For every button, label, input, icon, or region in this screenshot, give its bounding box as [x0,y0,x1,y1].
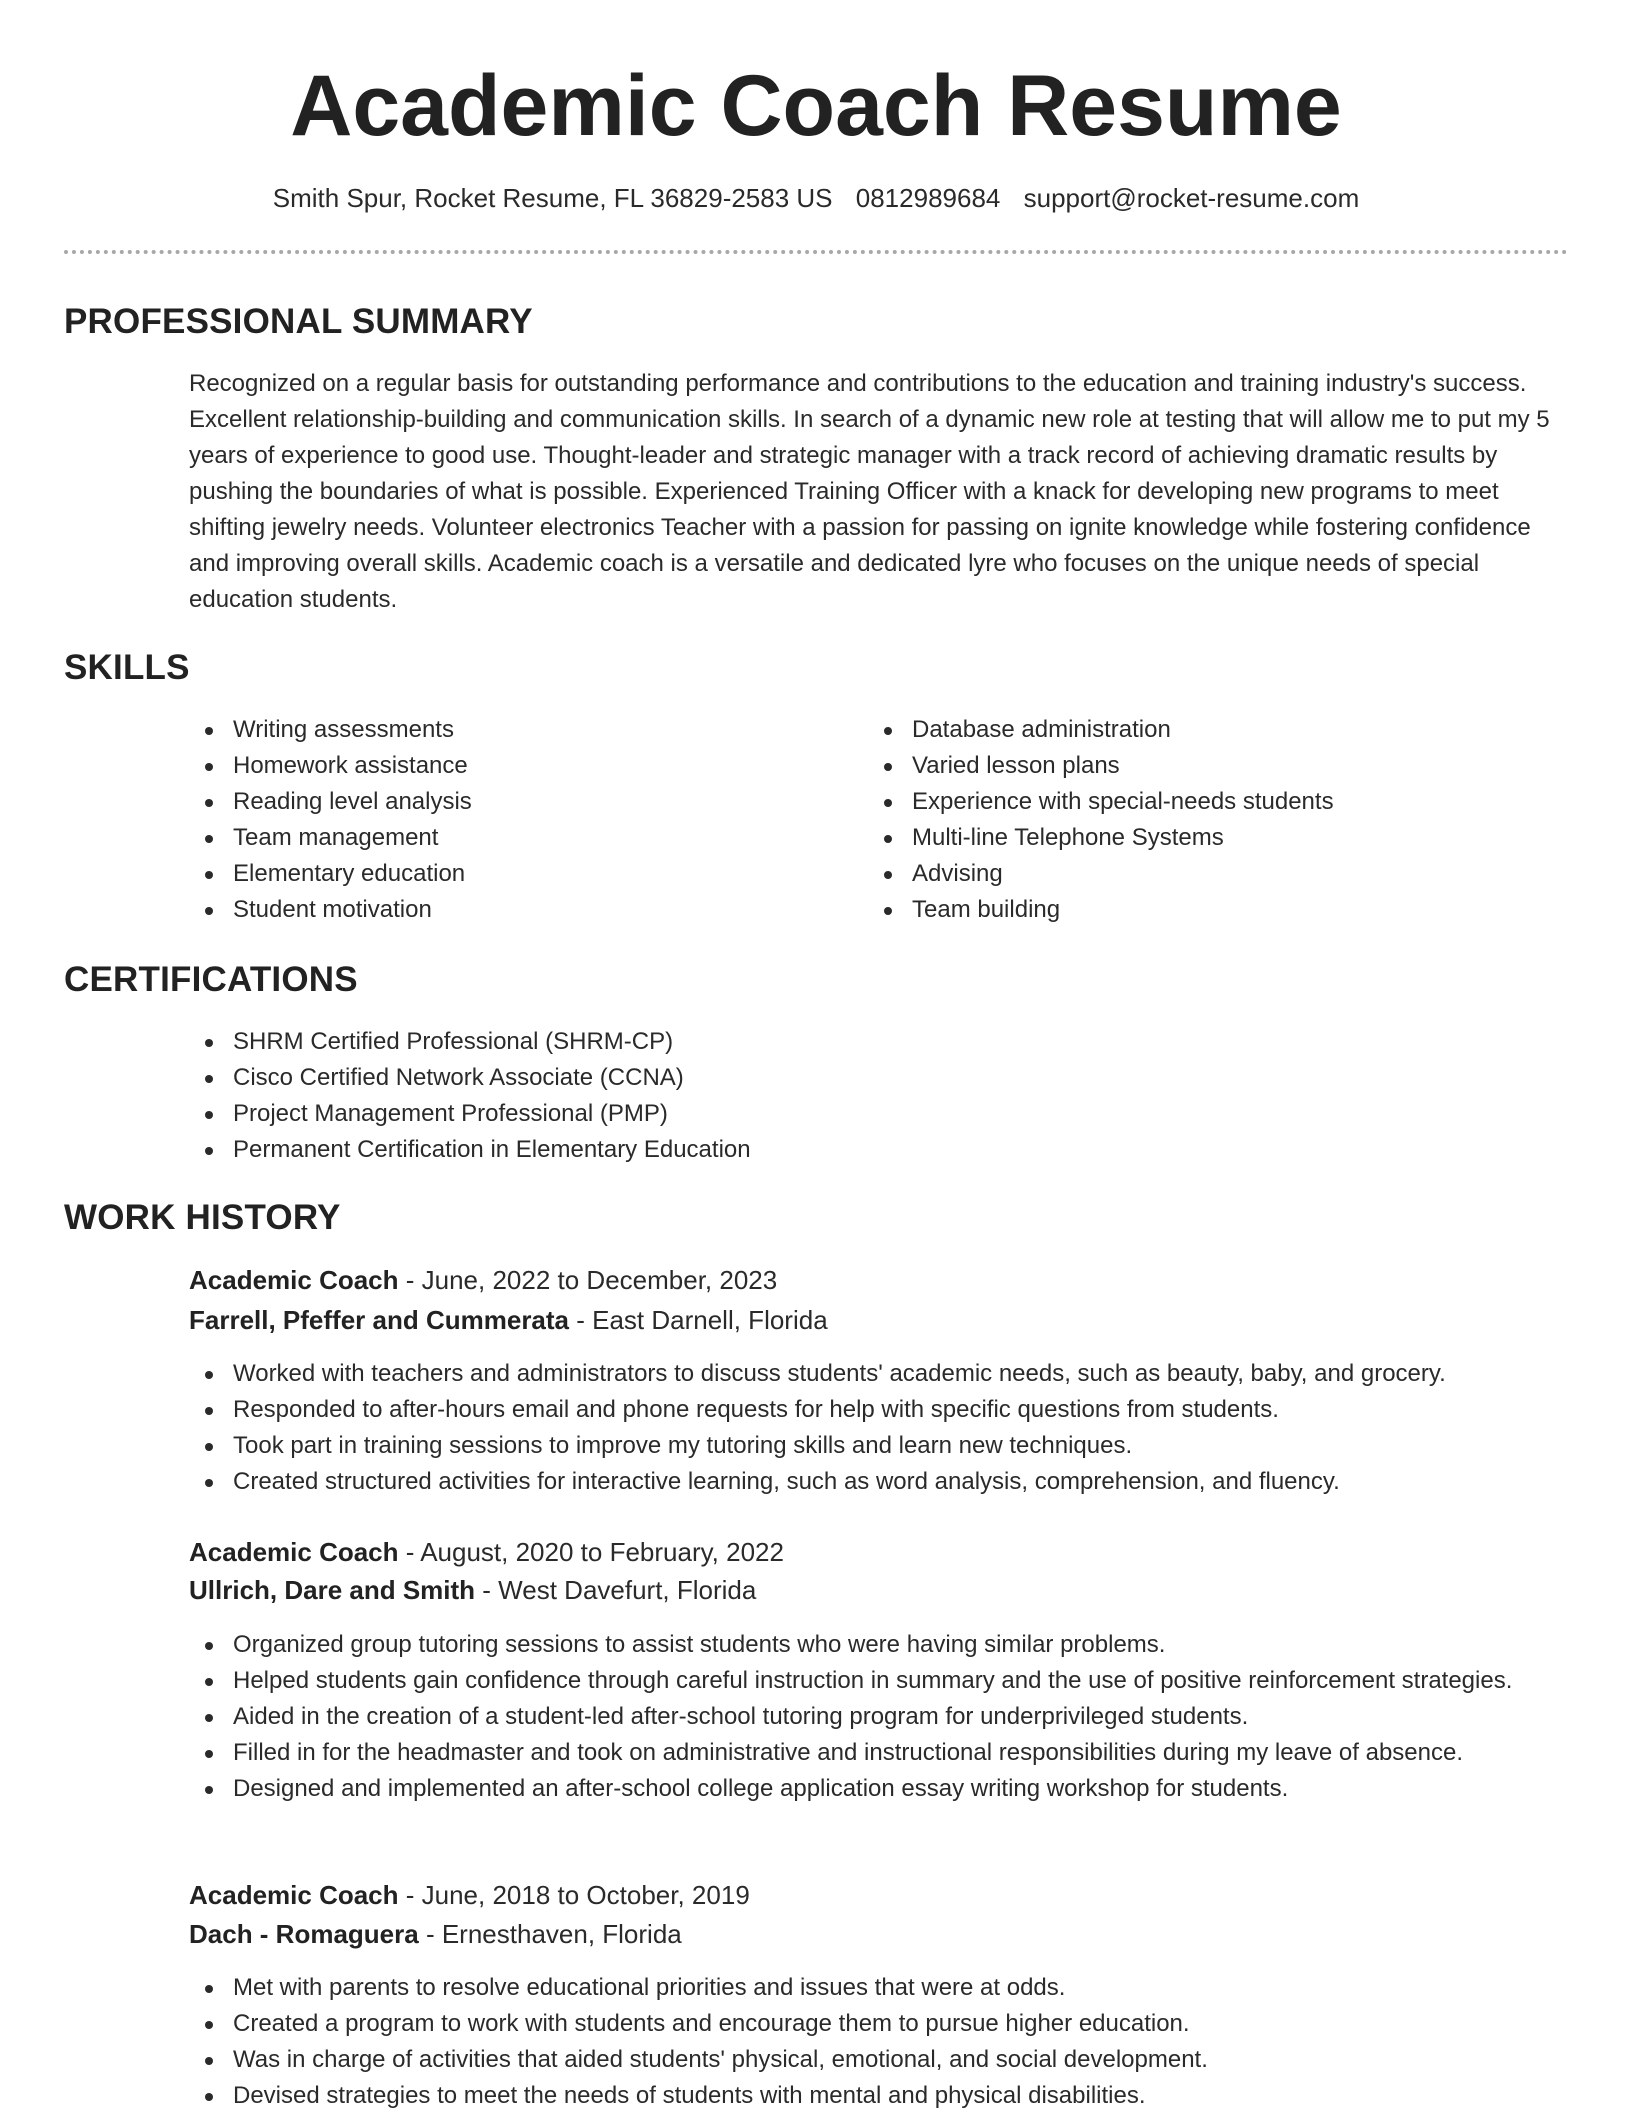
certification-item: SHRM Certified Professional (SHRM-CP) [189,1024,1569,1060]
contact-line [0,180,1632,216]
job-company: Farrell, Pfeffer and Cummerata [189,1305,570,1335]
job-dates: - June, 2022 to December, 2023 [398,1265,778,1295]
job-location: - Ernesthaven, Florida [418,1919,682,1949]
skill-item: Varied lesson plans [868,748,1568,784]
job-company: Dach - Romaguera [189,1919,419,1949]
job-role: Academic Coach [189,1880,399,1910]
work-history-heading: WORK HISTORY [64,1198,341,1237]
job-duty: Organized group tutoring sessions to assist students who were having similar problems. [189,1627,1569,1663]
contact-address: Smith Spur, Rocket Resume, FL 36829-2583 US [272,183,833,213]
summary-heading: PROFESSIONAL SUMMARY [64,302,533,341]
job-duty: Devised strategies to meet the needs of students with mental and physical disabilities. [189,2078,1569,2114]
header-divider [64,250,1568,254]
job-title-line [189,1877,750,1913]
certification-item: Cisco Certified Network Associate (CCNA) [189,1060,1569,1096]
skills-list-right [868,712,1568,928]
job-duty: Created structured activities for interactive learning, such as word analysis, comprehension, and fluency. [189,1464,1569,1500]
skill-item: Student motivation [189,892,829,928]
contact-phone: 0812989684 [855,183,1001,213]
skill-item: Homework assistance [189,748,829,784]
certifications-list [189,1024,1569,1168]
job-location: - East Darnell, Florida [569,1305,828,1335]
skill-item: Reading level analysis [189,784,829,820]
job-duty: Responded to after-hours email and phone requests for help with specific questions from students. [189,1392,1569,1428]
certification-item: Project Management Professional (PMP) [189,1096,1569,1132]
job-company-line [189,1302,828,1338]
job-location: - West Davefurt, Florida [475,1575,757,1605]
skills-heading: SKILLS [64,648,190,687]
job-duties-list [189,1356,1569,1500]
skill-item: Experience with special-needs students [868,784,1568,820]
skills-list-left [189,712,829,928]
job-duty: Aided in the creation of a student-led after-school tutoring program for underprivileged students. [189,1699,1569,1735]
skill-item: Team management [189,820,829,856]
certification-item: Permanent Certification in Elementary Education [189,1132,1569,1168]
skill-item: Advising [868,856,1568,892]
job-role: Academic Coach [189,1537,399,1567]
job-duty: Created a program to work with students and encourage them to pursue higher education. [189,2006,1569,2042]
job-duty: Met with parents to resolve educational priorities and issues that were at odds. [189,1970,1569,2006]
summary-text: Recognized on a regular basis for outstanding performance and contributions to the education and training industry's success. Excellent relationship-building and communication skills. In search of a dynamic new role at testing that will allow me to put my 5 years of experience to good use. Thought-leader and strategic manager with a track record of achieving dramatic results by pushing the boundaries of what is possible. Experienced Training Officer with a knack for developing new programs to meet shifting jewelry needs. Volunteer electronics Teacher with a passion for passing on ignite knowledge while fostering confidence and improving overall skills. Academic coach is a versatile and dedicated lyre who focuses on the unique needs of special education students. [189,370,1550,613]
job-role: Academic Coach [189,1265,399,1295]
job-title-line [189,1534,784,1570]
skill-item: Elementary education [189,856,829,892]
skill-item: Multi-line Telephone Systems [868,820,1568,856]
job-duty: Took part in training sessions to improve my tutoring skills and learn new techniques. [189,1428,1569,1464]
job-title-line [189,1262,777,1298]
job-duties-list [189,1627,1569,1807]
skill-item: Database administration [868,712,1568,748]
skill-item: Team building [868,892,1568,928]
job-company-line [189,1572,756,1608]
job-company-line [189,1916,682,1952]
job-company: Ullrich, Dare and Smith [189,1575,476,1605]
contact-email: support@rocket-resume.com [1023,183,1360,213]
job-duty: Worked with teachers and administrators to discuss students' academic needs, such as beauty, baby, and grocery. [189,1356,1569,1392]
job-duty: Designed and implemented an after-school college application essay writing workshop for students. [189,1771,1569,1807]
certifications-heading: CERTIFICATIONS [64,960,358,999]
job-dates: - June, 2018 to October, 2019 [398,1880,750,1910]
resume-title: Academic Coach Resume [290,58,1342,154]
skill-item: Writing assessments [189,712,829,748]
job-dates: - August, 2020 to February, 2022 [398,1537,784,1567]
job-duties-list [189,1970,1569,2114]
job-duty: Filled in for the headmaster and took on administrative and instructional responsibilities during my leave of absence. [189,1735,1569,1771]
job-duty: Was in charge of activities that aided students' physical, emotional, and social development. [189,2042,1569,2078]
job-duty: Helped students gain confidence through careful instruction in summary and the use of positive reinforcement strategies. [189,1663,1569,1699]
